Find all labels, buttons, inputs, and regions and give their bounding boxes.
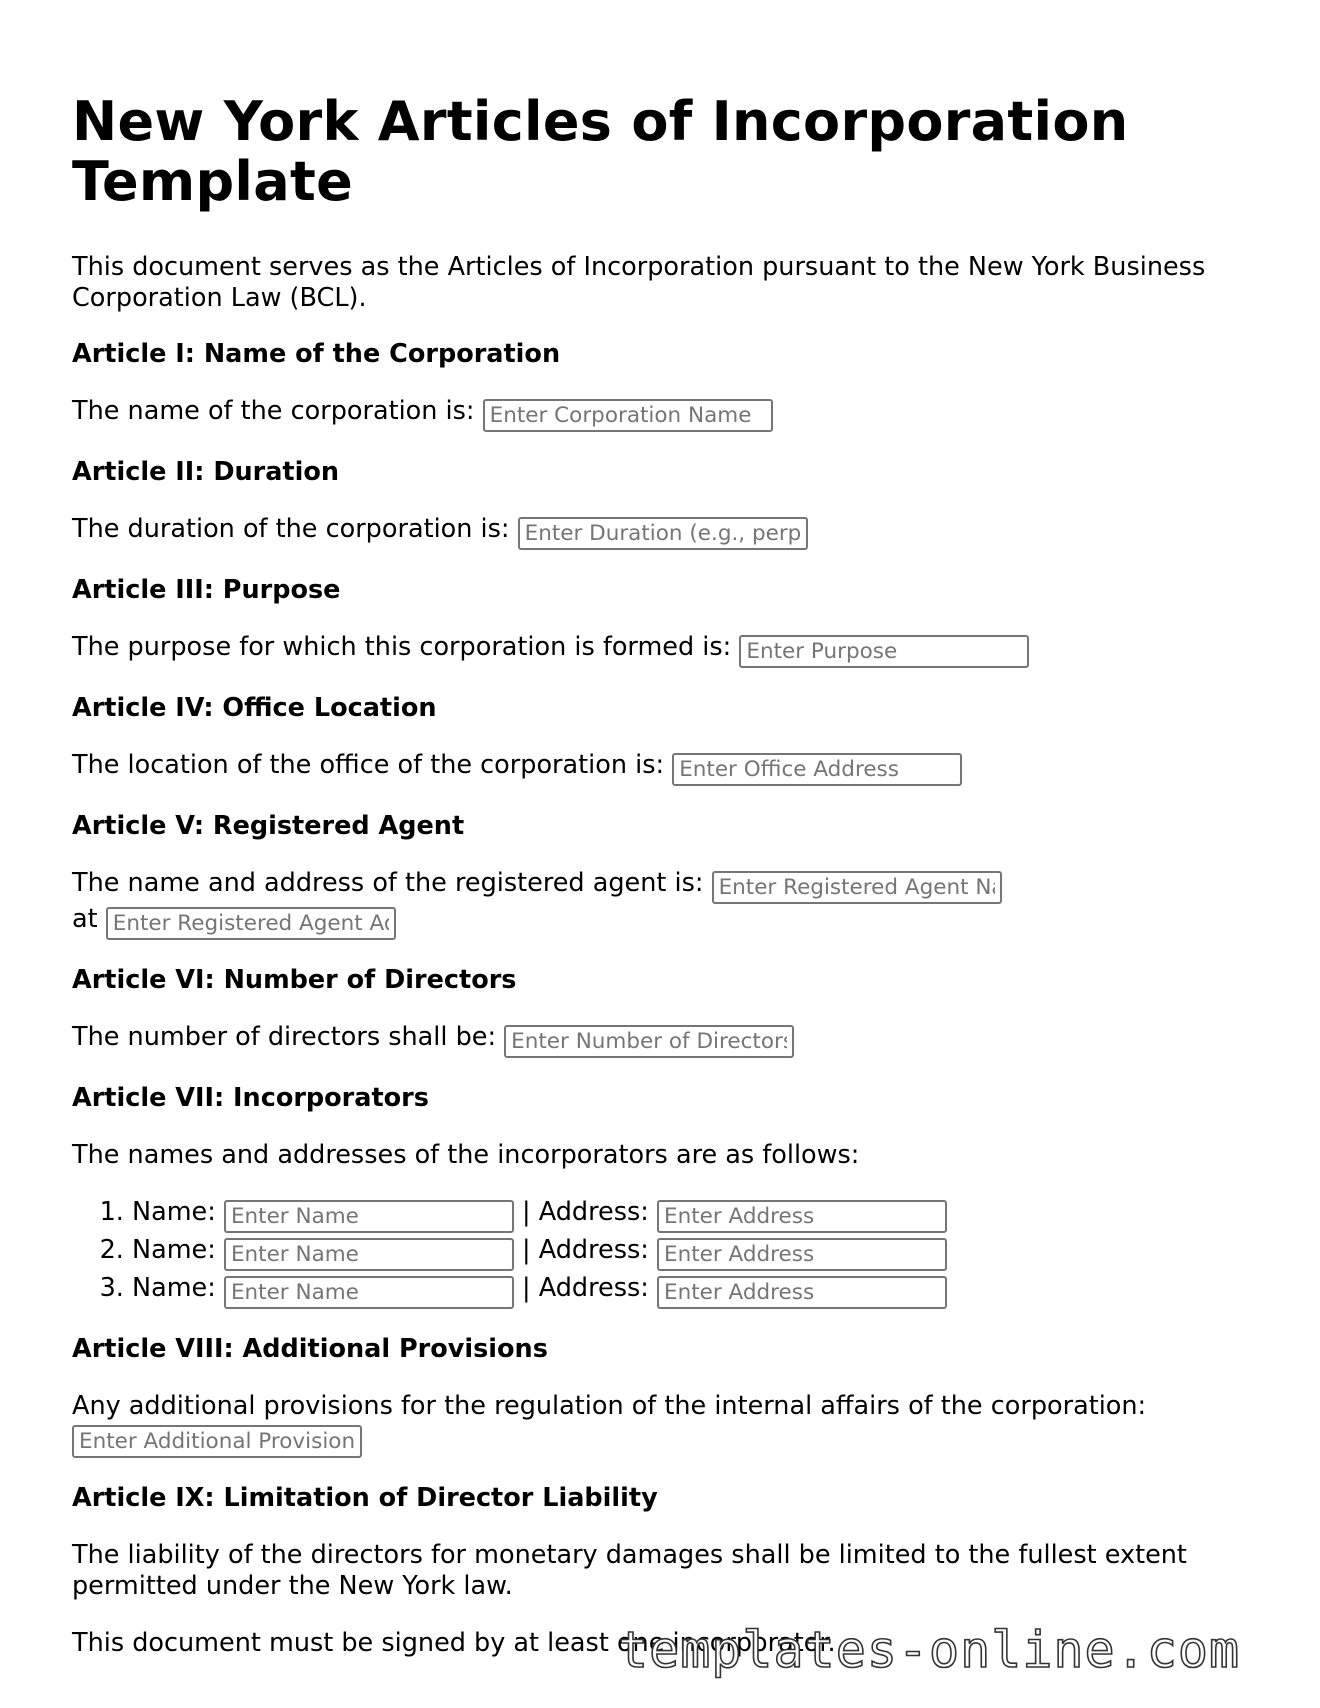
article-2-text: The duration of the corporation is:: [72, 514, 510, 544]
article-6-text: The number of directors shall be:: [72, 1022, 497, 1052]
article-9-heading: Article IX: Limitation of Director Liability: [72, 1483, 658, 1513]
corporation-name-input[interactable]: [483, 399, 773, 432]
article-4-heading: Article IV: Office Location: [72, 693, 437, 723]
purpose-input[interactable]: [739, 635, 1029, 668]
incorporator-address-label: | Address:: [522, 1273, 649, 1303]
article-6-heading: Article VI: Number of Directors: [72, 965, 517, 995]
incorporator-name-label: Name:: [132, 1235, 216, 1265]
incorporator-name-label: Name:: [132, 1197, 216, 1227]
incorporator-3-name-input[interactable]: [224, 1276, 514, 1309]
duration-input[interactable]: [518, 517, 808, 550]
article-9-text: The liability of the directors for monetary damages shall be limited to the fullest extent permitted under the New York law.: [72, 1540, 1187, 1601]
incorporator-row-1: [132, 1195, 1252, 1233]
article-3-heading: Article III: Purpose: [72, 575, 341, 605]
additional-provisions-input[interactable]: [72, 1425, 362, 1458]
article-2-line: [72, 514, 1252, 550]
article-3-text: The purpose for which this corporation is formed is:: [72, 632, 732, 662]
article-1-text: The name of the corporation is:: [72, 396, 475, 426]
intro-paragraph: This document serves as the Articles of Incorporation pursuant to the New York Business Corporation Law (BCL).: [72, 252, 1206, 313]
registered-agent-address-input[interactable]: [106, 907, 396, 940]
incorporator-row-3: [132, 1271, 1252, 1309]
article-8-line: [72, 1391, 1252, 1458]
page-title: New York Articles of Incorporation Template: [72, 90, 1129, 213]
watermark-text: templates-online.com: [618, 1621, 1241, 1679]
article-7-text: The names and addresses of the incorporators are as follows:: [72, 1140, 860, 1170]
incorporator-1-address-input[interactable]: [657, 1200, 947, 1233]
article-4-text: The location of the office of the corporation is:: [72, 750, 665, 780]
document-page: [72, 0, 1252, 1659]
article-3-line: [72, 632, 1252, 668]
article-5-text: The name and address of the registered agent is:: [72, 868, 704, 898]
incorporator-row-2: [132, 1233, 1252, 1271]
office-address-input[interactable]: [672, 753, 962, 786]
incorporators-list: [72, 1195, 1252, 1309]
article-5-heading: Article V: Registered Agent: [72, 811, 465, 841]
incorporator-1-name-input[interactable]: [224, 1200, 514, 1233]
article-8-text: Any additional provisions for the regulation of the internal affairs of the corporation:: [72, 1391, 1147, 1421]
article-2-heading: Article II: Duration: [72, 457, 340, 487]
closing-text: This document must be signed by at least one incorporator.: [72, 1628, 836, 1658]
incorporator-name-label: Name:: [132, 1273, 216, 1303]
article-8-heading: Article VIII: Additional Provisions: [72, 1334, 548, 1364]
article-6-line: [72, 1022, 1252, 1058]
incorporator-address-label: | Address:: [522, 1197, 649, 1227]
incorporator-2-name-input[interactable]: [224, 1238, 514, 1271]
incorporator-3-address-input[interactable]: [657, 1276, 947, 1309]
registered-agent-name-input[interactable]: [712, 871, 1002, 904]
article-1-line: [72, 396, 1252, 432]
article-1-heading: Article I: Name of the Corporation: [72, 339, 561, 369]
article-4-line: [72, 750, 1252, 786]
number-of-directors-input[interactable]: [504, 1025, 794, 1058]
article-7-heading: Article VII: Incorporators: [72, 1083, 429, 1113]
incorporator-2-address-input[interactable]: [657, 1238, 947, 1271]
incorporator-address-label: | Address:: [522, 1235, 649, 1265]
article-5-line: [72, 868, 1252, 940]
article-5-at: at: [72, 904, 98, 934]
